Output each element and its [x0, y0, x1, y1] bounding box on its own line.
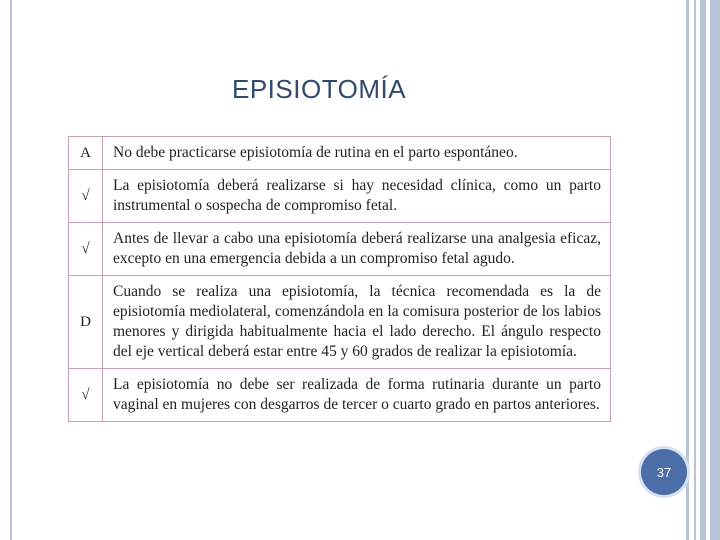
slide-title: EPISIOTOMÍA: [232, 74, 407, 104]
left-border-rule: [10, 0, 12, 540]
grade-cell: D: [69, 276, 103, 369]
table-row: [69, 137, 611, 170]
table-row: [69, 369, 611, 422]
recommendation-cell: La episiotomía deberá realizarse si hay necesidad clínica, como un parto instrumental o sospecha de compromiso fetal.: [103, 170, 611, 223]
page-number-badge: 37: [641, 449, 687, 495]
grade-cell: √: [69, 170, 103, 223]
table-row: [69, 276, 611, 369]
recommendation-cell: Antes de llevar a cabo una episiotomía deberá realizarse una analgesia eficaz, excepto en una emergencia debida a un compromiso fetal agudo.: [103, 223, 611, 276]
recommendation-cell: La episiotomía no debe ser realizada de forma rutinaria durante un parto vaginal en mujeres con desgarros de tercer o cuarto grado en partos anteriores.: [103, 369, 611, 422]
recommendation-cell: No debe practicarse episiotomía de rutina en el parto espontáneo.: [103, 137, 611, 170]
right-border-rules: [686, 0, 720, 540]
recommendations-table: [68, 136, 611, 422]
grade-cell: √: [69, 223, 103, 276]
grade-cell: √: [69, 369, 103, 422]
grade-cell: A: [69, 137, 103, 170]
table-row: [69, 170, 611, 223]
recommendation-cell: Cuando se realiza una episiotomía, la técnica recomendada es la de episiotomía mediolateral, comenzándola en la comisura posterior de los labios menores y dirigida habitualmente hacia el lado derecho. El ángulo respecto del eje vertical deberá estar entre 45 y 60 grados de realizar la episiotomía.: [103, 276, 611, 369]
table-row: [69, 223, 611, 276]
